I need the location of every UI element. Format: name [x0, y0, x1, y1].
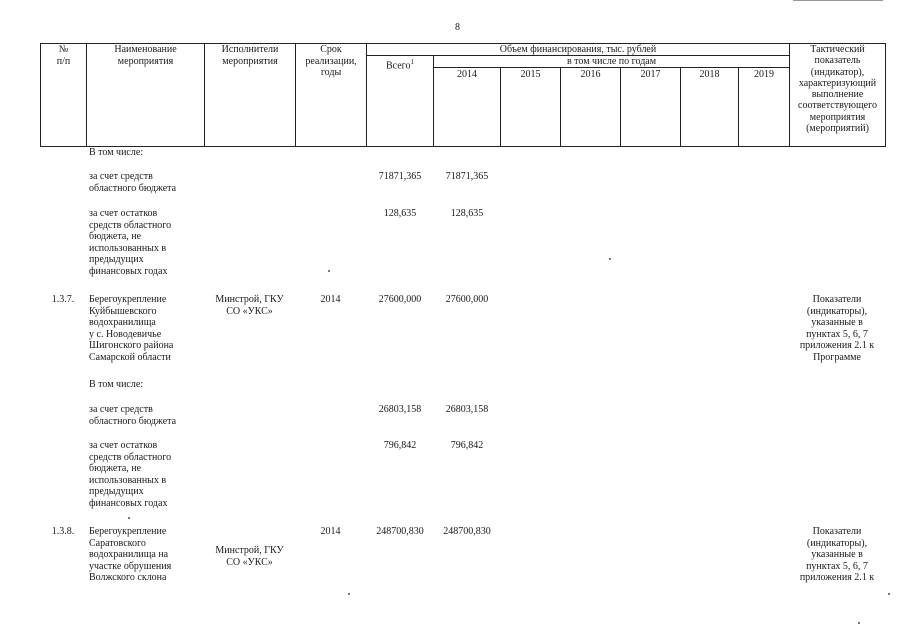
- header-indicator: Тактический показатель (индикатор), характеризующий выполнение соответствующего мероприятия (мероприятий): [798, 44, 877, 135]
- header-num: № п/п: [56, 44, 71, 67]
- header-year-2019: 2019: [754, 69, 774, 80]
- header-bottom-border: [40, 146, 886, 147]
- table-row-label: за счет средств областного бюджета: [89, 171, 177, 194]
- row-2014: 27600,000: [445, 294, 489, 305]
- header-year-2016: 2016: [580, 69, 601, 80]
- col-border: [885, 43, 886, 147]
- table-header: [40, 43, 886, 147]
- table-row-label: Берегоукрепление Куйбышевского водохранилища у с. Новодевичье Шигонского района Самарской области: [89, 294, 174, 363]
- row-total: 796,842: [383, 440, 417, 451]
- header-period: Срок реализации, годы: [305, 44, 357, 78]
- row-executors: Минстрой, ГКУ СО «УКС»: [215, 545, 284, 568]
- row-total: 26803,158: [378, 404, 422, 415]
- header-year-2018: 2018: [699, 69, 720, 80]
- table-row-label: за счет остатков средств областного бюджета, не использованных в предыдущих финансовых годах: [89, 208, 172, 277]
- scan-edge-line: [793, 0, 883, 1]
- row-period: 2014: [320, 526, 341, 537]
- row-2014: 128,635: [450, 208, 484, 219]
- row-number: 1.3.8.: [51, 526, 75, 537]
- row-number: 1.3.7.: [51, 294, 75, 305]
- header-year-2015: 2015: [520, 69, 541, 80]
- table-row-label: за счет остатков средств областного бюджета, не использованных в предыдущих финансовых годах: [89, 440, 172, 509]
- header-executors: Исполнители мероприятия: [221, 44, 279, 67]
- row-2014: 71871,365: [445, 171, 489, 182]
- row-total: 71871,365: [378, 171, 422, 182]
- row-total: 248700,830: [376, 526, 424, 537]
- scan-speck: [128, 517, 130, 519]
- scan-speck: [348, 593, 350, 595]
- table-row-label: Берегоукрепление Саратовского водохранилища на участке обрушения Волжского склона: [89, 526, 172, 584]
- page-number: 8: [455, 22, 460, 33]
- row-indicator: Показатели (индикаторы), указанные в пунктах 5, 6, 7 приложения 2.1 к: [799, 526, 875, 584]
- header-year-2014: 2014: [457, 69, 477, 80]
- row-total: 128,635: [383, 208, 417, 219]
- table-row-label: В том числе:: [89, 147, 144, 158]
- header-total: Всего$^1$: [385, 58, 415, 72]
- scan-speck: [858, 622, 860, 624]
- header-name: Наименование мероприятия: [114, 44, 177, 67]
- scan-speck: [888, 593, 890, 595]
- table-row-label: В том числе:: [89, 379, 144, 390]
- header-year-2017: 2017: [640, 69, 661, 80]
- scan-speck: [328, 270, 330, 272]
- header-financing: Объем финансирования, тыс. рублей: [499, 44, 657, 55]
- row-2014: 248700,830: [443, 526, 491, 537]
- table-row-label: за счет средств областного бюджета: [89, 404, 177, 427]
- row-2014: 796,842: [450, 440, 484, 451]
- row-indicator: Показатели (индикаторы), указанные в пунктах 5, 6, 7 приложения 2.1 к Программе: [799, 294, 875, 363]
- header-by-years: в том числе по годам: [566, 56, 657, 67]
- row-2014: 26803,158: [445, 404, 489, 415]
- row-executors: Минстрой, ГКУ СО «УКС»: [215, 294, 284, 317]
- scan-speck: [609, 258, 611, 260]
- row-total: 27600,000: [378, 294, 422, 305]
- row-period: 2014: [320, 294, 341, 305]
